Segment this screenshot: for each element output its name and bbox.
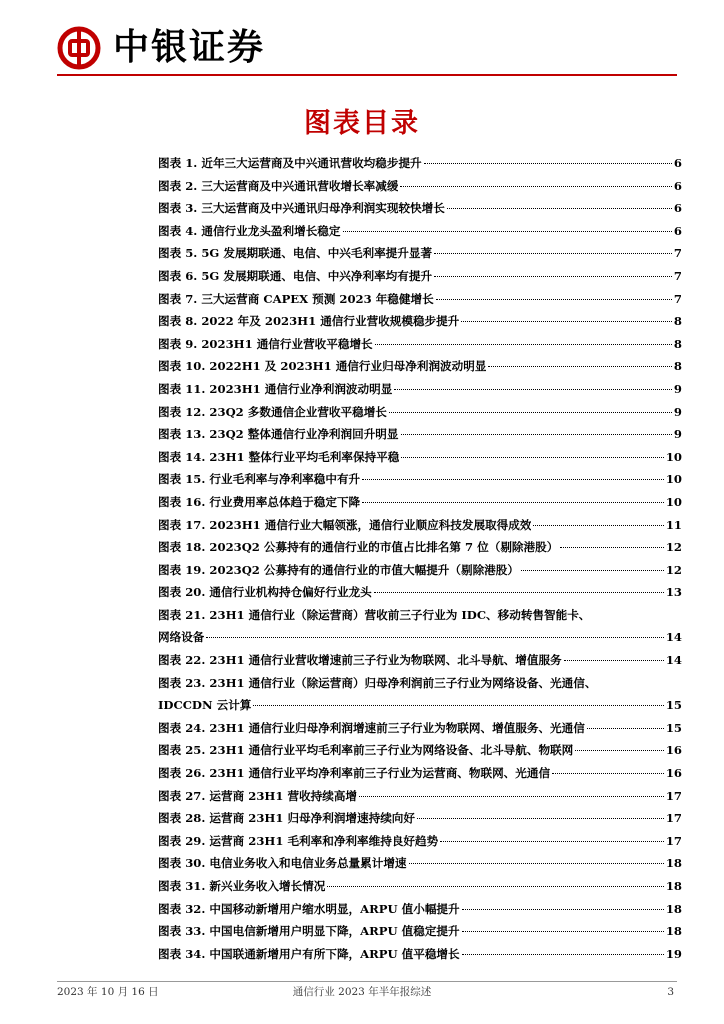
toc-entry-label: 图表 28. 运营商 23H1 归母净利润增速持续向好 bbox=[158, 811, 415, 826]
toc-entry-page: 18 bbox=[665, 924, 682, 939]
toc-entry-page: 9 bbox=[673, 381, 682, 396]
toc-entry-page: 19 bbox=[665, 946, 682, 961]
toc-entry-label: 图表 8. 2022 年及 2023H1 通信行业营收规模稳步提升 bbox=[158, 314, 460, 329]
toc-entry-page: 14 bbox=[665, 630, 682, 645]
toc-entry-label: 图表 23. 23H1 通信行业（除运营商）归母净利润前三子行业为网络设备、光通信、 bbox=[158, 675, 597, 690]
toc-entry-page: 8 bbox=[673, 314, 682, 329]
footer-doc-title: 通信行业 2023 年半年报综述 bbox=[292, 986, 432, 998]
toc-entry-page: 16 bbox=[665, 743, 682, 758]
toc-entry-page: 13 bbox=[665, 585, 682, 600]
dot-leader bbox=[375, 344, 672, 345]
toc-entry[interactable] bbox=[158, 378, 682, 401]
toc-entry-label: 图表 34. 中国联通新增用户有所下降，ARPU 值平稳增长 bbox=[158, 946, 460, 961]
toc-entry-page: 6 bbox=[673, 156, 682, 170]
dot-leader bbox=[436, 299, 672, 300]
dot-leader bbox=[389, 412, 672, 413]
toc-entry-page: 6 bbox=[673, 201, 682, 216]
toc-entry-page: 8 bbox=[673, 336, 682, 351]
footer-rule bbox=[57, 981, 677, 982]
toc-entry[interactable] bbox=[158, 468, 682, 491]
toc-entry-page: 17 bbox=[665, 788, 682, 803]
toc-entry[interactable] bbox=[158, 830, 682, 853]
toc-entry[interactable] bbox=[158, 762, 682, 785]
toc-entry-page: 15 bbox=[665, 698, 682, 713]
toc-entry[interactable] bbox=[158, 423, 682, 446]
toc-entry-page: 14 bbox=[665, 653, 682, 668]
dot-leader bbox=[533, 525, 663, 526]
bank-of-china-logo-icon bbox=[57, 26, 101, 70]
dot-leader bbox=[447, 208, 672, 209]
toc-entry-page: 18 bbox=[665, 879, 682, 893]
toc-entry-label: 图表 27. 运营商 23H1 营收持续高增 bbox=[158, 788, 358, 803]
toc-entry[interactable] bbox=[158, 514, 682, 537]
toc-entry-label: 图表 7. 三大运营商 CAPEX 预测 2023 年稳健增长 bbox=[158, 291, 434, 306]
dot-leader bbox=[417, 818, 664, 819]
toc-entry-page: 9 bbox=[673, 427, 682, 442]
table-of-figures bbox=[158, 152, 682, 965]
dot-leader bbox=[343, 231, 672, 232]
toc-entry-page: 6 bbox=[673, 223, 682, 238]
toc-entry-label: 图表 32. 中国移动新增用户缩水明显，ARPU 值小幅提升 bbox=[158, 901, 460, 916]
toc-entry-page: 18 bbox=[665, 901, 682, 916]
toc-entry-label: 图表 10. 2022H1 及 2023H1 通信行业归母净利润波动明显 bbox=[158, 359, 487, 374]
toc-entry[interactable] bbox=[158, 491, 682, 514]
toc-entry-page: 10 bbox=[665, 472, 682, 487]
dot-leader bbox=[434, 253, 672, 254]
toc-entry-page: 7 bbox=[673, 268, 682, 283]
toc-entry-label: 图表 16. 行业费用率总体趋于稳定下降 bbox=[158, 494, 361, 509]
toc-entry-label: 图表 33. 中国电信新增用户明显下降，ARPU 值稳定提升 bbox=[158, 924, 460, 939]
dot-leader bbox=[434, 276, 672, 277]
toc-entry-label: 图表 15. 行业毛利率与净利率稳中有升 bbox=[158, 472, 361, 487]
toc-entry[interactable] bbox=[158, 807, 682, 830]
footer-page-number: 3 bbox=[667, 986, 674, 998]
dot-leader bbox=[362, 479, 664, 480]
toc-entry[interactable] bbox=[158, 739, 682, 762]
toc-entry-page: 10 bbox=[665, 449, 682, 464]
toc-entry-label: 图表 9. 2023H1 通信行业营收平稳增长 bbox=[158, 336, 373, 351]
toc-entry-label: 图表 31. 新兴业务收入增长情况 bbox=[158, 879, 326, 893]
dot-leader bbox=[374, 592, 664, 593]
toc-entry-label: 图表 5. 5G 发展期联通、电信、中兴毛利率提升显著 bbox=[158, 246, 433, 261]
page-header bbox=[57, 22, 677, 76]
dot-leader bbox=[359, 796, 664, 797]
toc-entry-label: 图表 11. 2023H1 通信行业净利润波动明显 bbox=[158, 381, 393, 396]
toc-entry-page: 17 bbox=[665, 811, 682, 826]
toc-entry-label: 图表 25. 23H1 通信行业平均毛利率前三子行业为网络设备、北斗导航、物联网 bbox=[158, 743, 574, 758]
dot-leader bbox=[440, 841, 664, 842]
dot-leader bbox=[461, 321, 672, 322]
toc-entry[interactable] bbox=[158, 310, 682, 333]
toc-entry-label: 图表 6. 5G 发展期联通、电信、中兴净利率均有提升 bbox=[158, 268, 433, 283]
toc-entry-label: 图表 26. 23H1 通信行业平均净利率前三子行业为运营商、物联网、光通信 bbox=[158, 766, 551, 781]
dot-leader bbox=[401, 434, 672, 435]
header-rule bbox=[57, 74, 677, 76]
toc-entry[interactable] bbox=[158, 559, 682, 582]
toc-entry-label-continued: 网络设备 bbox=[158, 630, 205, 645]
toc-entry[interactable] bbox=[158, 649, 682, 672]
toc-entry-page: 17 bbox=[665, 833, 682, 848]
footer-date: 2023 年 10 月 16 日 bbox=[57, 986, 159, 998]
toc-entry[interactable] bbox=[158, 943, 682, 966]
dot-leader bbox=[206, 637, 663, 638]
toc-entry-label: 图表 19. 2023Q2 公募持有的通信行业的市值大幅提升（剔除港股） bbox=[158, 562, 519, 577]
toc-entry-page: 9 bbox=[673, 404, 682, 419]
dot-leader bbox=[327, 886, 663, 887]
toc-entry[interactable] bbox=[158, 333, 682, 356]
toc-entry[interactable] bbox=[158, 536, 682, 559]
dot-leader bbox=[462, 909, 664, 910]
dot-leader bbox=[424, 163, 672, 164]
toc-entry[interactable] bbox=[158, 920, 682, 943]
toc-entry-page: 15 bbox=[665, 720, 682, 735]
dot-leader bbox=[409, 863, 664, 864]
toc-entry-label: 图表 30. 电信业务收入和电信业务总量累计增速 bbox=[158, 856, 407, 871]
toc-entry-page: 18 bbox=[665, 856, 682, 871]
toc-entry[interactable] bbox=[158, 401, 682, 424]
dot-leader bbox=[560, 547, 664, 548]
toc-entry[interactable] bbox=[158, 785, 682, 808]
toc-entry-label: 图表 18. 2023Q2 公募持有的通信行业的市值占比排名第 7 位（剔除港股） bbox=[158, 540, 559, 555]
toc-entry-page: 12 bbox=[665, 562, 682, 577]
toc-entry[interactable] bbox=[158, 875, 682, 898]
toc-entry[interactable] bbox=[158, 175, 682, 198]
dot-leader bbox=[462, 931, 664, 932]
toc-entry-label: 图表 14. 23H1 整体行业平均毛利率保持平稳 bbox=[158, 449, 400, 464]
toc-entry-page: 10 bbox=[665, 494, 682, 509]
toc-entry-label-continued: IDCCDN 云计算 bbox=[158, 698, 252, 713]
dot-leader bbox=[394, 389, 672, 390]
toc-entry[interactable] bbox=[158, 152, 682, 175]
toc-entry-label: 图表 22. 23H1 通信行业营收增速前三子行业为物联网、北斗导航、增值服务 bbox=[158, 653, 562, 668]
dot-leader bbox=[575, 750, 664, 751]
dot-leader bbox=[401, 457, 664, 458]
dot-leader bbox=[564, 660, 664, 661]
toc-entry-label: 图表 17. 2023H1 通信行业大幅领涨，通信行业顺应科技发展取得成效 bbox=[158, 517, 532, 532]
toc-entry-label: 图表 1. 近年三大运营商及中兴通讯营收均稳步提升 bbox=[158, 156, 422, 170]
toc-entry[interactable] bbox=[158, 604, 682, 649]
toc-entry-page: 8 bbox=[673, 359, 682, 374]
toc-entry[interactable] bbox=[158, 581, 682, 604]
dot-leader bbox=[462, 954, 664, 955]
toc-entry[interactable] bbox=[158, 197, 682, 220]
toc-entry[interactable] bbox=[158, 288, 682, 311]
dot-leader bbox=[521, 570, 664, 571]
toc-entry-label: 图表 13. 23Q2 整体通信行业净利润回升明显 bbox=[158, 427, 399, 442]
toc-entry-page: 12 bbox=[665, 540, 682, 555]
toc-entry-page: 7 bbox=[673, 291, 682, 306]
dot-leader bbox=[552, 773, 664, 774]
toc-entry[interactable] bbox=[158, 898, 682, 921]
dot-leader bbox=[253, 705, 663, 706]
toc-entry-label: 图表 4. 通信行业龙头盈利增长稳定 bbox=[158, 223, 341, 238]
toc-entry[interactable] bbox=[158, 852, 682, 875]
toc-entry[interactable] bbox=[158, 672, 682, 717]
toc-entry-label: 图表 12. 23Q2 多数通信企业营收平稳增长 bbox=[158, 404, 387, 419]
dot-leader bbox=[587, 728, 664, 729]
page-title: 图表目录 bbox=[304, 108, 420, 139]
dot-leader bbox=[488, 366, 671, 367]
toc-entry-page: 11 bbox=[665, 517, 682, 532]
toc-entry-label: 图表 3. 三大运营商及中兴通讯归母净利润实现较快增长 bbox=[158, 201, 445, 216]
toc-entry[interactable] bbox=[158, 265, 682, 288]
toc-entry-label: 图表 29. 运营商 23H1 毛利率和净利率维持良好趋势 bbox=[158, 833, 439, 848]
dot-leader bbox=[362, 502, 664, 503]
brand-name: 中银证券 bbox=[113, 27, 266, 68]
toc-entry-label: 图表 2. 三大运营商及中兴通讯营收增长率减缓 bbox=[158, 178, 399, 193]
toc-entry[interactable] bbox=[158, 242, 682, 265]
toc-entry-label: 图表 20. 通信行业机构持仓偏好行业龙头 bbox=[158, 585, 372, 600]
toc-entry-page: 16 bbox=[665, 766, 682, 781]
toc-entry[interactable] bbox=[158, 446, 682, 469]
toc-entry[interactable] bbox=[158, 355, 682, 378]
toc-entry[interactable] bbox=[158, 717, 682, 740]
toc-entry-page: 7 bbox=[673, 246, 682, 261]
toc-entry-label: 图表 21. 23H1 通信行业（除运营商）营收前三子行业为 IDC、移动转售智能卡、 bbox=[158, 607, 591, 622]
dot-leader bbox=[400, 186, 671, 187]
toc-entry-page: 6 bbox=[673, 178, 682, 193]
toc-entry[interactable] bbox=[158, 220, 682, 243]
toc-entry-label: 图表 24. 23H1 通信行业归母净利润增速前三子行业为物联网、增值服务、光通信 bbox=[158, 720, 585, 735]
